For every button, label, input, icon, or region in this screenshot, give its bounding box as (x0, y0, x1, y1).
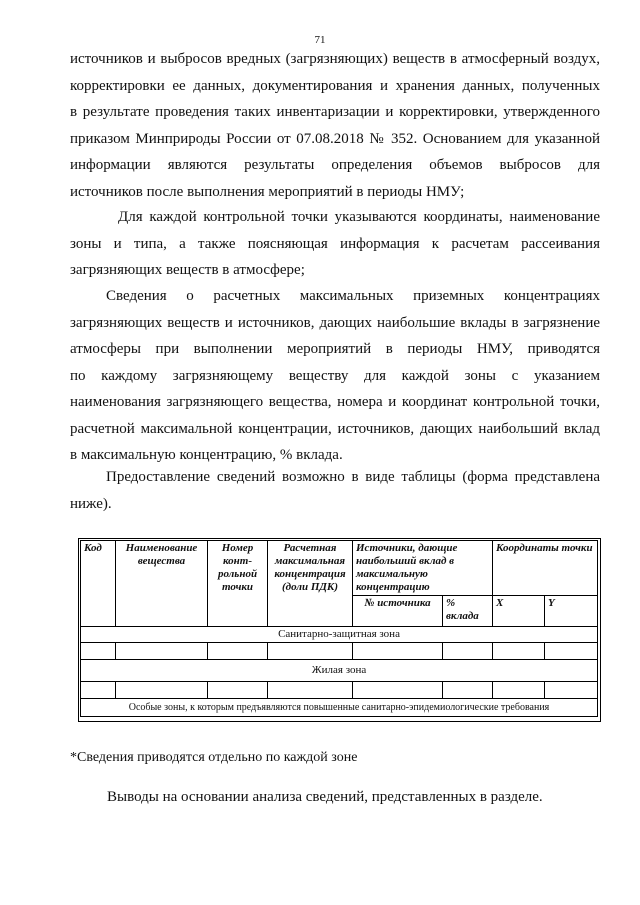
table-row (81, 643, 598, 660)
zone-row-residential: Жилая зона (81, 660, 598, 682)
text-line: расчетной максимальной концентрации, источников, дающих наибольший вклад (70, 420, 600, 437)
text-line: наименования загрязняющего вещества, номера и координат контрольной точки, (70, 394, 600, 410)
paragraph-concentrations (70, 283, 600, 469)
text-line: Для каждой контрольной точки указываются координаты, наименование (118, 209, 600, 225)
text-line: корректировки ее данных, документирования и хранения данных, полученных (70, 77, 600, 94)
header-concentration: Расчетная максимальная концентрация (доли ПДК) (268, 541, 353, 627)
text-line: загрязняющих веществ и источников, дающих наибольшие вклады в загрязнение (70, 314, 600, 331)
header-substance: Наименование вещества (116, 541, 208, 627)
text-line: зоны и типа, а также поясняющая информация к расчетам рассеивания (70, 235, 600, 252)
emissions-form-table (80, 540, 598, 717)
header-source-number: № источника (353, 596, 443, 627)
header-control-point: Номер конт-рольной точки (208, 541, 268, 627)
table-row (81, 682, 598, 699)
table-footnote: *Сведения приводятся отдельно по каждой зоне (70, 750, 358, 765)
text-line: приказом Минприроды России от 07.08.2018 № 352. Основанием для указанной (70, 130, 600, 147)
text-line: по каждому загрязняющему веществу для каждой зоны с указанием (70, 367, 600, 384)
paragraph-table-intro (70, 464, 600, 517)
page-number: 71 (314, 34, 326, 46)
zone-row-sanitary: Санитарно-защитная зона (81, 627, 598, 643)
text-line: Предоставление сведений возможно в виде таблицы (форма представлена (106, 469, 600, 485)
zone-row-special: Особые зоны, к которым предъявляются повышенные санитарно-эпидемиологические требования (81, 699, 598, 717)
text-line: источников и выбросов вредных (загрязняющих) веществ в атмосферный воздух, (70, 51, 600, 67)
paragraph-control-points (70, 204, 600, 284)
text-line: атмосферы при выполнении мероприятий в периоды НМУ, приводятся (70, 341, 600, 357)
text-line: ниже). (70, 495, 112, 512)
header-coordinates: Координаты точки (493, 541, 598, 596)
text-line: в максимальную концентрацию, % вклада. (70, 447, 343, 463)
conclusion-text: Выводы на основании анализа сведений, представленных в разделе. (107, 789, 543, 805)
header-code: Код (81, 541, 116, 627)
text-line: в результате проведения таких инвентаризации и корректировки, утвержденного (70, 104, 600, 120)
text-line: источников после выполнения мероприятий в периоды НМУ; (70, 183, 465, 200)
header-y: Y (545, 596, 598, 627)
paragraph-inventory (70, 46, 600, 205)
header-x: X (493, 596, 545, 627)
text-line: загрязняющих веществ в атмосфере; (70, 262, 305, 278)
header-share: % вклада (443, 596, 493, 627)
text-line: Сведения о расчетных максимальных приземных концентрациях (106, 288, 600, 304)
text-line: информации являются результаты определения объемов выбросов для (70, 157, 600, 173)
header-sources: Источники, дающие наибольший вклад в максимальную концентрацию (353, 541, 493, 596)
